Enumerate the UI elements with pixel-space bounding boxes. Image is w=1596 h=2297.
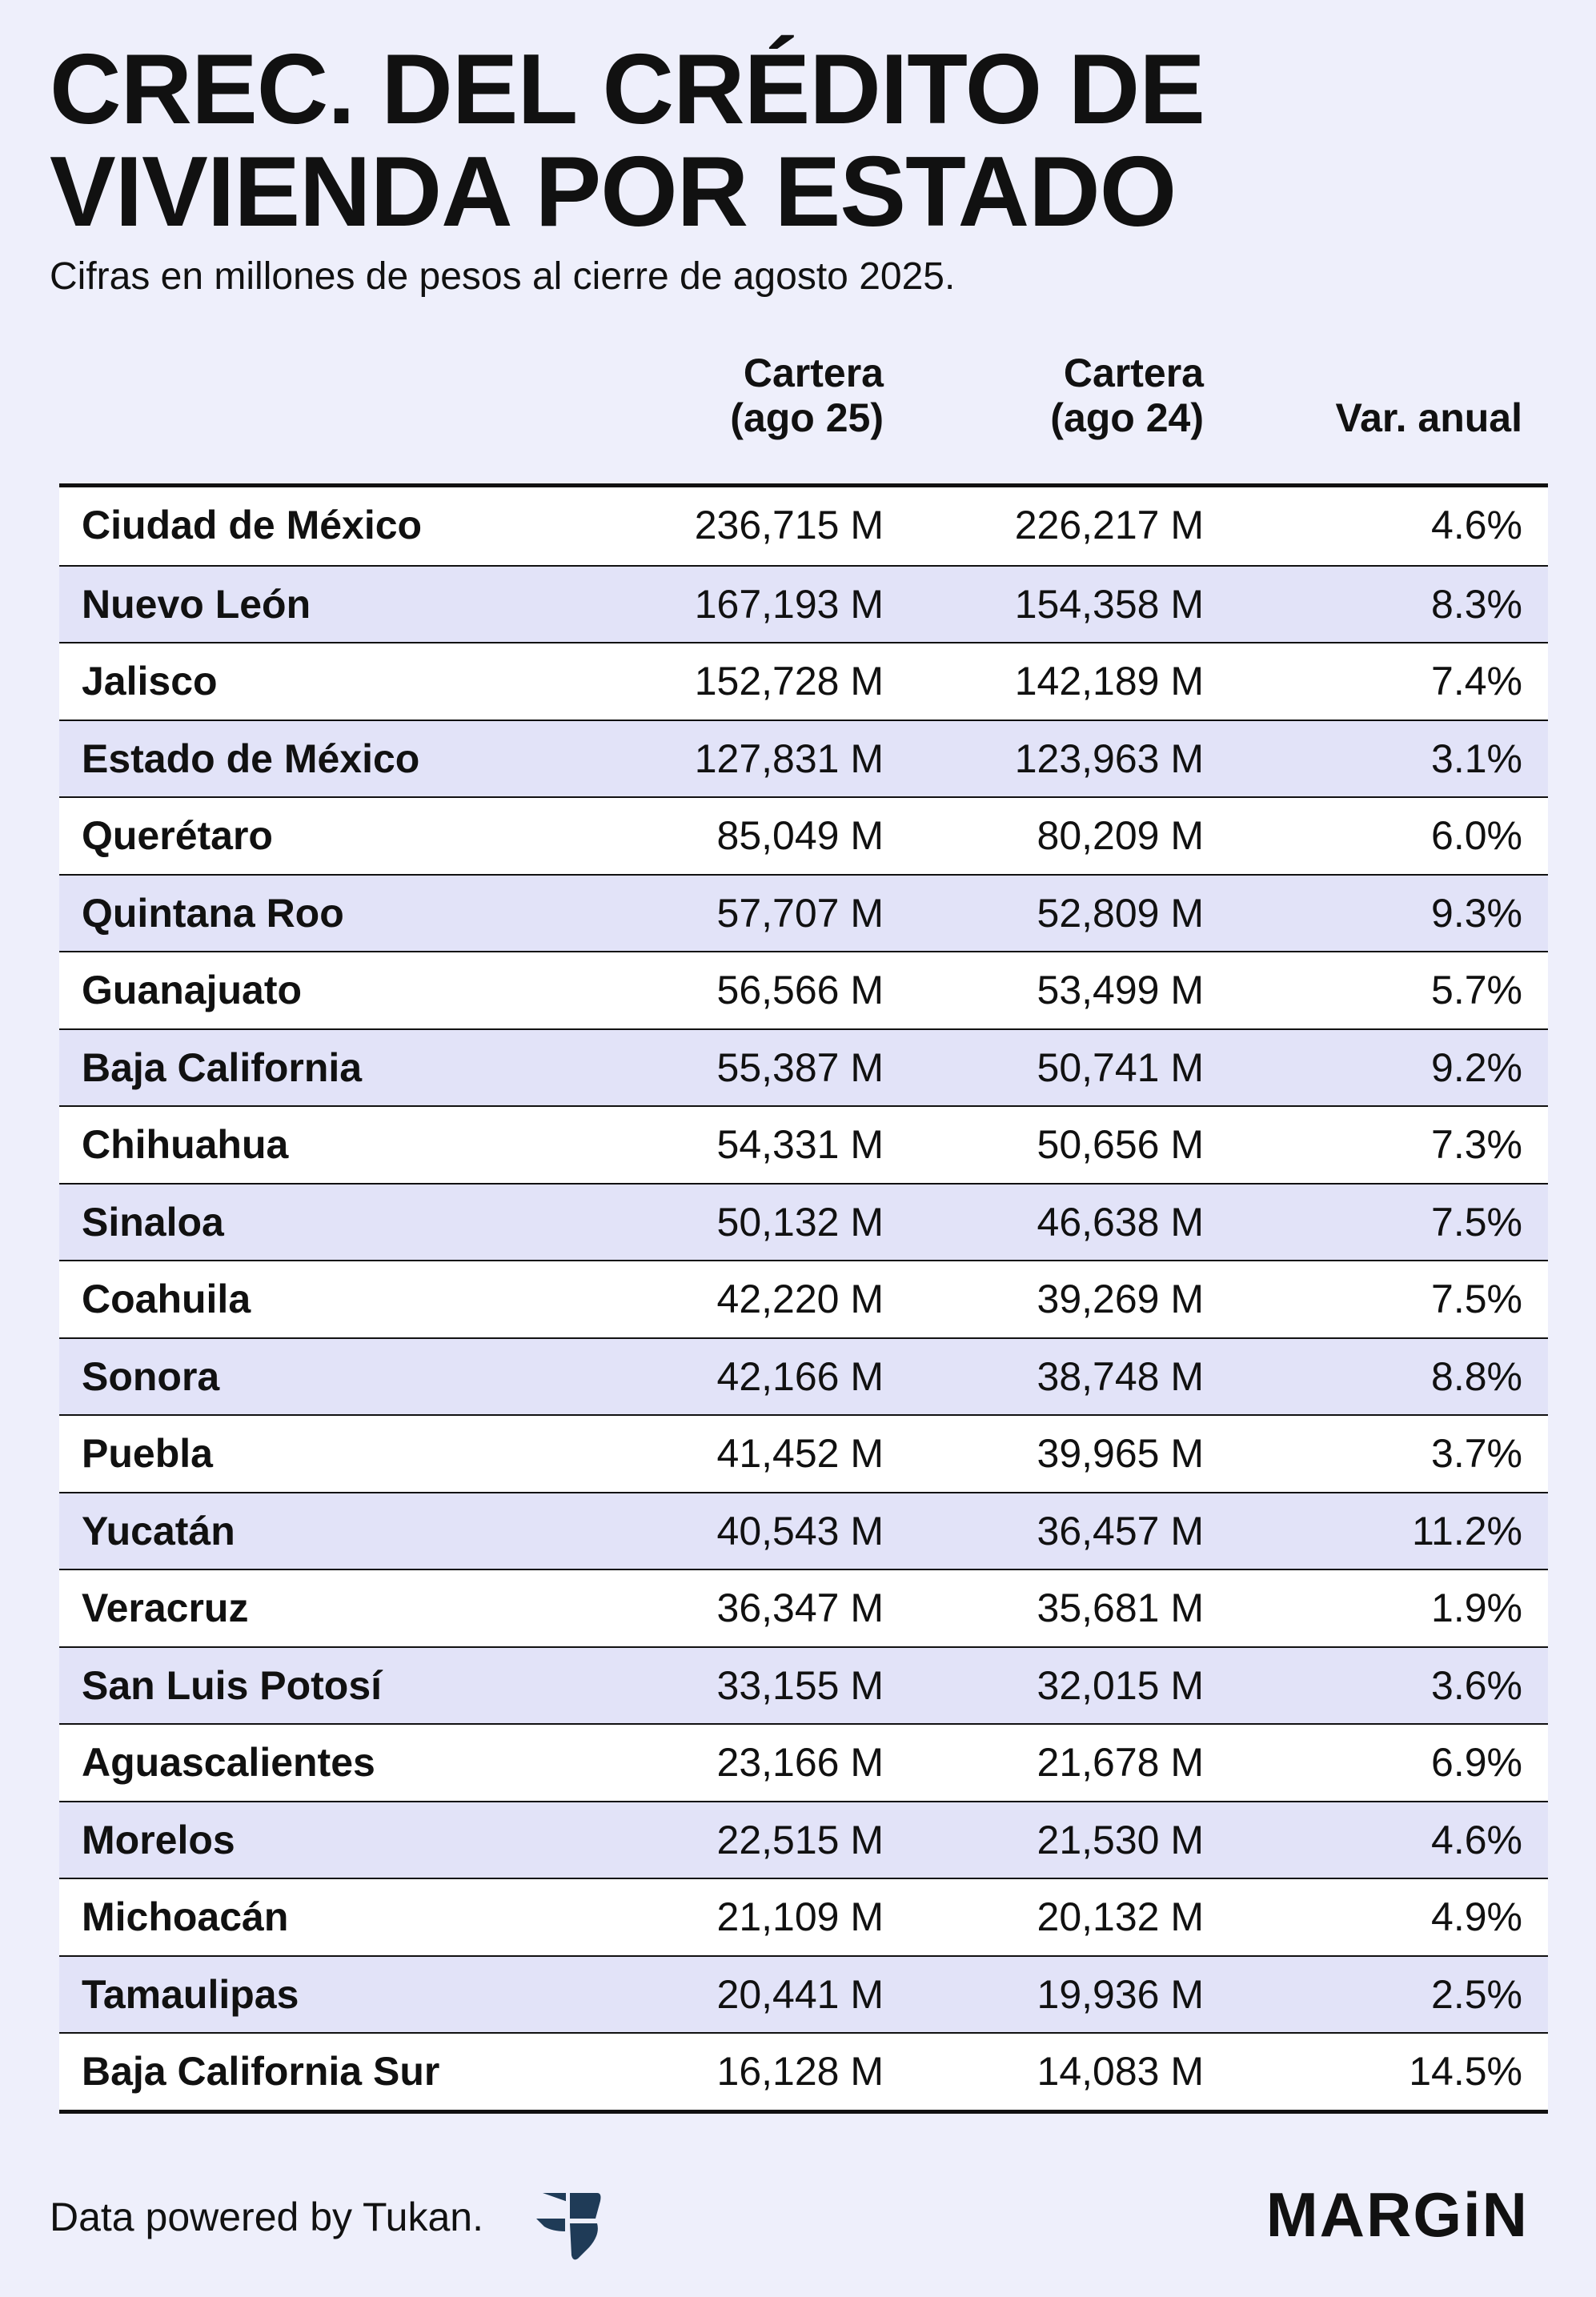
tukan-logo-icon [528, 2179, 608, 2262]
table-header [59, 344, 1548, 480]
cartera-ago24-cell: 52,809 M [1037, 890, 1204, 936]
cartera-ago24-cell: 35,681 M [1037, 1585, 1204, 1630]
cartera-ago25-cell: 16,128 M [716, 2049, 884, 2094]
cartera-ago25-cell: 236,715 M [694, 503, 884, 547]
cartera-ago24-cell: 39,965 M [1037, 1431, 1204, 1476]
cartera-ago24-cell: 14,083 M [1037, 2049, 1204, 2094]
cartera-ago25-cell: 54,331 M [716, 1122, 884, 1167]
var-anual-cell: 9.3% [1431, 890, 1522, 936]
cartera-ago24-cell: 46,638 M [1037, 1199, 1204, 1245]
cartera-ago25-cell: 21,109 M [716, 1894, 884, 1939]
column-header-line: (ago 24) [1050, 395, 1204, 440]
cartera-ago25-cell: 127,831 M [694, 736, 884, 781]
table-row [59, 2032, 1548, 2110]
table-row [59, 487, 1548, 565]
table-row [59, 1260, 1548, 1337]
cartera-ago25-cell: 40,543 M [716, 1508, 884, 1553]
var-anual-cell: 3.1% [1431, 736, 1522, 781]
cartera-ago25-cell: 42,166 M [716, 1353, 884, 1399]
var-anual-cell: 11.2% [1411, 1508, 1522, 1553]
table-row [59, 1646, 1548, 1724]
state-name-cell: Chihuahua [82, 1122, 289, 1167]
table-row [59, 642, 1548, 720]
cartera-ago25-cell: 33,155 M [716, 1662, 884, 1708]
cartera-ago24-cell: 38,748 M [1037, 1353, 1204, 1399]
var-anual-cell: 5.7% [1431, 968, 1522, 1012]
table-row [59, 720, 1548, 797]
page-title: CREC. DEL CRÉDITO DE VIVIENDA POR ESTADO [50, 34, 1205, 247]
var-anual-cell: 3.7% [1431, 1431, 1522, 1476]
cartera-ago25-cell: 20,441 M [716, 1971, 884, 2017]
page-subtitle: Cifras en millones de pesos al cierre de agosto 2025. [50, 255, 956, 298]
cartera-ago25-cell: 55,387 M [716, 1044, 884, 1090]
cartera-ago24-cell: 53,499 M [1037, 968, 1204, 1012]
table-row [59, 951, 1548, 1028]
state-name-cell: Tamaulipas [82, 1971, 299, 2017]
var-anual-cell: 1.9% [1431, 1585, 1522, 1630]
margin-brand-logo: MARGiN [1265, 2179, 1529, 2250]
table-row [59, 1492, 1548, 1569]
state-name-cell: Baja California [82, 1044, 363, 1090]
cartera-ago25-cell: 36,347 M [716, 1585, 884, 1630]
var-anual-cell: 6.9% [1431, 1740, 1522, 1785]
var-anual-cell: 7.3% [1431, 1122, 1522, 1167]
table-row [59, 1878, 1548, 1955]
state-name-cell: Baja California Sur [82, 2049, 440, 2094]
state-name-cell: Puebla [82, 1431, 213, 1476]
cartera-ago25-cell: 22,515 M [716, 1817, 884, 1862]
column-header-line: (ago 25) [730, 395, 884, 440]
cartera-ago25-cell: 57,707 M [716, 890, 884, 936]
column-header-line: Cartera [1063, 351, 1204, 395]
state-name-cell: Quintana Roo [82, 890, 344, 936]
state-name-cell: Coahuila [82, 1277, 251, 1321]
cartera-ago25-cell: 42,220 M [716, 1277, 884, 1321]
cartera-ago25-cell: 50,132 M [716, 1199, 884, 1245]
cartera-ago24-cell: 32,015 M [1037, 1662, 1204, 1708]
footer-credit: Data powered by Tukan. [50, 2195, 483, 2239]
cartera-ago24-cell: 154,358 M [1014, 581, 1204, 627]
cartera-ago25-cell: 167,193 M [694, 581, 884, 627]
var-anual-cell: 4.6% [1431, 503, 1522, 547]
table-row [59, 1337, 1548, 1415]
cartera-ago24-cell: 39,269 M [1037, 1277, 1204, 1321]
cartera-ago24-cell: 50,656 M [1037, 1122, 1204, 1167]
cartera-ago24-cell: 36,457 M [1037, 1508, 1204, 1553]
state-name-cell: Ciudad de México [82, 503, 423, 547]
state-name-cell: Guanajuato [82, 968, 303, 1012]
var-anual-cell: 3.6% [1431, 1662, 1522, 1708]
state-name-cell: Jalisco [82, 659, 218, 704]
cartera-ago25-cell: 56,566 M [716, 968, 884, 1012]
data-table [59, 483, 1548, 2114]
var-anual-cell: 7.5% [1431, 1277, 1522, 1321]
var-anual-cell: 4.6% [1431, 1817, 1522, 1862]
cartera-ago24-cell: 21,678 M [1037, 1740, 1204, 1785]
state-name-cell: Sonora [82, 1353, 220, 1399]
state-name-cell: Yucatán [82, 1508, 235, 1553]
table-row [59, 1105, 1548, 1183]
table-row [59, 796, 1548, 874]
var-anual-cell: 7.4% [1431, 659, 1522, 704]
table-row [59, 1183, 1548, 1261]
var-anual-cell: 2.5% [1431, 1971, 1522, 2017]
state-name-cell: Michoacán [82, 1894, 289, 1939]
table-row [59, 1723, 1548, 1801]
state-name-cell: Veracruz [82, 1585, 249, 1630]
cartera-ago25-cell: 41,452 M [716, 1431, 884, 1476]
var-anual-cell: 7.5% [1431, 1199, 1522, 1245]
state-name-cell: Nuevo León [82, 581, 311, 627]
cartera-ago24-cell: 226,217 M [1014, 503, 1204, 547]
cartera-ago24-cell: 19,936 M [1037, 1971, 1204, 2017]
column-header-line: Cartera [743, 351, 884, 395]
cartera-ago24-cell: 142,189 M [1014, 659, 1204, 704]
var-anual-cell: 14.5% [1409, 2049, 1522, 2094]
state-name-cell: Morelos [82, 1817, 235, 1862]
var-anual-cell: 6.0% [1431, 813, 1522, 858]
table-row [59, 1801, 1548, 1878]
state-name-cell: Aguascalientes [82, 1740, 375, 1785]
cartera-ago25-cell: 85,049 M [716, 813, 884, 858]
column-header-cartera-ago24 [916, 351, 1204, 440]
var-anual-cell: 8.8% [1431, 1353, 1522, 1399]
state-name-cell: Querétaro [82, 813, 273, 858]
table-row [59, 1569, 1548, 1646]
table-row [59, 874, 1548, 952]
table-row [59, 1028, 1548, 1106]
state-name-cell: Sinaloa [82, 1199, 224, 1245]
cartera-ago24-cell: 123,963 M [1014, 736, 1204, 781]
cartera-ago24-cell: 21,530 M [1037, 1817, 1204, 1862]
table-row [59, 565, 1548, 643]
column-header-var-anual: Var. anual [1335, 395, 1522, 440]
state-name-cell: San Luis Potosí [82, 1662, 383, 1708]
var-anual-cell: 9.2% [1431, 1044, 1522, 1090]
cartera-ago24-cell: 80,209 M [1037, 813, 1204, 858]
table-row [59, 1955, 1548, 2033]
cartera-ago24-cell: 50,741 M [1037, 1044, 1204, 1090]
table-row [59, 1414, 1548, 1492]
cartera-ago24-cell: 20,132 M [1037, 1894, 1204, 1939]
state-name-cell: Estado de México [82, 736, 420, 781]
cartera-ago25-cell: 23,166 M [716, 1740, 884, 1785]
cartera-ago25-cell: 152,728 M [694, 659, 884, 704]
column-header-cartera-ago25 [595, 351, 884, 440]
var-anual-cell: 4.9% [1431, 1894, 1522, 1939]
var-anual-cell: 8.3% [1431, 581, 1522, 627]
